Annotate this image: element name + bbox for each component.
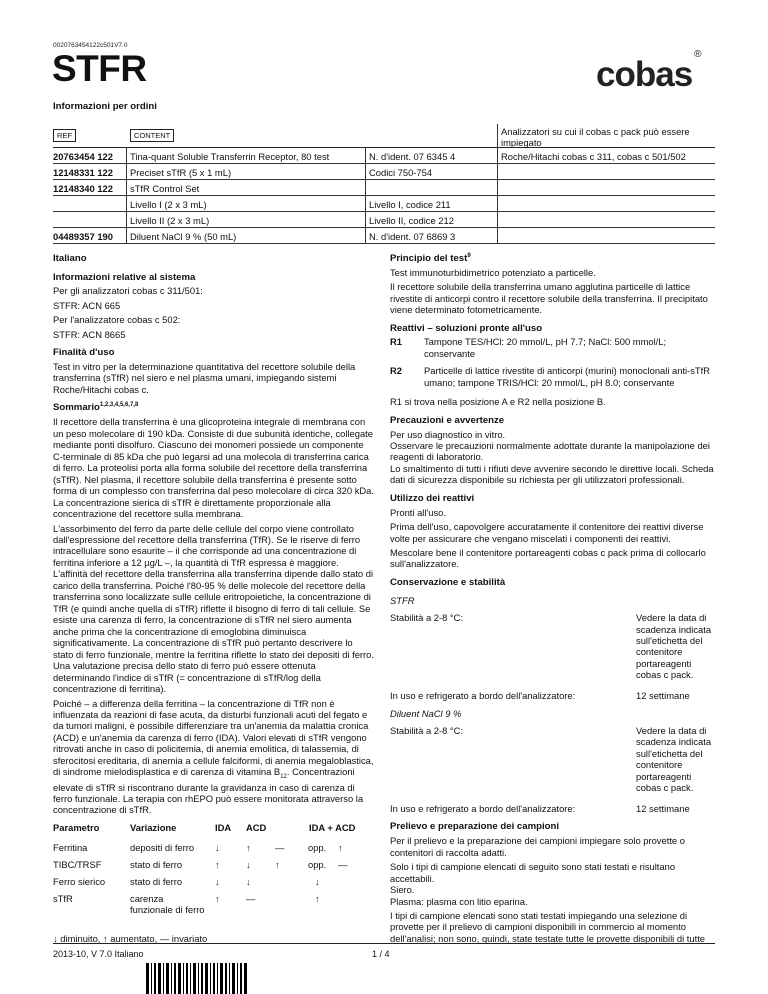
- table-row: In uso e refrigerato a bordo dell'analizzatore: 12 settimane: [390, 690, 690, 702]
- barcode-icon: [146, 963, 248, 994]
- storage-subheading: Diluent NaCl 9 %: [390, 707, 462, 719]
- table-row: [53, 180, 715, 196]
- parameter-table: [53, 822, 374, 919]
- storage-heading: Conservazione e stabilità: [390, 576, 506, 588]
- content-cell: Tina-quant Soluble Transferrin Receptor, 80 test: [130, 151, 330, 162]
- footer-version: 2013-10, V 7.0 Italiano: [53, 949, 144, 959]
- sampling-text: Per il prelievo e la preparazione dei campioni impiegare solo provette o contenitori di raccolta adatti.: [390, 835, 685, 858]
- reagents-heading: Reattivi – soluzioni pronte all'uso: [390, 322, 543, 334]
- purpose-text: Test in vitro per la determinazione quantitativa del recettore solubile della transferrina (sTfR) nel siero e nel plasma umani, impiegando sistemi Roche/Hitachi cobas c.: [53, 360, 356, 395]
- order-table: [53, 124, 715, 244]
- principle-text: Il recettore solubile della transferrina umano agglutina particelle di lattice rivestite di anticorpi contro il recettore solubile della transferrina. Il precipitato viene determinato fotometricamente.: [390, 281, 708, 316]
- table-legend: ↓ diminuito, ↑ aumentato, — invariato: [53, 932, 208, 944]
- table-row: Ferritina depositi di ferro ↓ ↑ — opp. ↑: [53, 841, 343, 853]
- code-cell: Codici 750-754: [369, 167, 433, 178]
- sampling-text: Siero.: [390, 884, 415, 896]
- sampling-text: Plasma: plasma con litio eparina.: [390, 895, 528, 907]
- table-row: [53, 212, 715, 228]
- use-text: Mescolare bene il contenitore portareagenti cobas c pack prima di collocarlo sull'analizzatore.: [390, 546, 706, 570]
- summary-paragraph: Il recettore della transferrina è una glicoproteina integrale di membrana con un peso molecolare di 190 kDa. Consiste di due subunità identiche, collegate mediante ponti disolfuro. Ciascuno dei monomeri possiede un componente C-terminale di 85 kDa che può legarsi ad una molecola di transferrina carica di ferro. La proteolisi porta alla forma solubile del recettore della transferrina (sTfR). Nel plasma, il recettore solubile della transferrina è presente sotto forma di un complesso con transferrina dal peso molecolare di circa 320 kDa. La concentrazione sierica di sTfR è direttamente proporzionale alla concentrazione del recettore sulla membrana.: [53, 416, 374, 520]
- reagents-table: [390, 336, 716, 388]
- principle-text: Test immunoturbidimetrico potenziato a particelle.: [390, 266, 596, 278]
- table-row: [53, 228, 715, 244]
- sampling-text: Solo i tipi di campione elencati di seguito sono stati testati e risultano accettabili.: [390, 861, 676, 884]
- content-box: CONTENT: [130, 129, 174, 142]
- code-cell: N. d'ident. 07 6869 3: [369, 231, 456, 242]
- order-table-header: [53, 124, 715, 148]
- cobas-logo: cobas®: [596, 49, 701, 94]
- precautions-text: Osservare le precauzioni normalmente adottate durante la manipolazione dei reagenti di laboratorio.: [390, 439, 710, 463]
- parameter-table-header: Parametro Variazione IDA ACD IDA + ACD: [53, 821, 356, 833]
- page-number: 1 / 4: [372, 949, 390, 959]
- table-row: [53, 164, 715, 180]
- precautions-heading: Precauzioni e avvertenze: [390, 414, 505, 426]
- content-cell: Preciset sTfR (5 x 1 mL): [130, 167, 232, 178]
- reagents-position: R1 si trova nella posizione A e R2 nella posizione B.: [390, 396, 606, 408]
- code-cell: Livello I, codice 211: [369, 199, 451, 210]
- table-row: sTfR carenza funzionale di ferro ↑ — ↑: [53, 892, 320, 915]
- ref-cell: 20763454 122: [53, 151, 113, 162]
- page-title: STFR: [52, 48, 147, 89]
- system-info-heading: Informazioni relative al sistema: [53, 271, 196, 283]
- table-row: Stabilità a 2-8 °C: Vedere la data di scadenza indicata sull'etichetta del contenitore portareagenti cobas c pack.: [390, 725, 712, 794]
- sampling-heading: Prelievo e preparazione dei campioni: [390, 821, 560, 833]
- system-info-line: STFR: ACN 8665: [53, 328, 126, 340]
- table-row: TIBC/TRSF stato di ferro ↑ ↓ ↑ opp. —: [53, 858, 348, 870]
- code-cell: Livello II, codice 212: [369, 215, 454, 226]
- system-info-line: Per gli analizzatori cobas c 311/501:: [53, 285, 203, 297]
- content-cell: Diluent NaCl 9 % (50 mL): [130, 231, 237, 242]
- ref-cell: 12148331 122: [53, 167, 113, 178]
- use-text: Pronti all'uso.: [390, 506, 446, 518]
- storage-subheading: STFR: [390, 594, 415, 606]
- content-cell: sTfR Control Set: [130, 183, 200, 194]
- right-column: [390, 253, 716, 947]
- analyzer-header: Analizzatori su cui il cobas c pack può essere impiegato: [501, 126, 690, 149]
- table-row: In uso e refrigerato a bordo dell'analizzatore: 12 settimane: [390, 803, 690, 815]
- content-cell: Livello I (2 x 3 mL): [130, 199, 207, 210]
- table-row: [53, 148, 715, 164]
- language-heading: Italiano: [53, 253, 87, 264]
- system-info-line: Per l'analizzatore cobas c 502:: [53, 314, 181, 326]
- left-column: [53, 253, 374, 947]
- document-code: 0020763454122c501V7.0: [53, 42, 128, 49]
- table-row: [53, 196, 715, 212]
- footer-divider: [53, 943, 715, 944]
- purpose-heading: Finalità d'uso: [53, 347, 115, 359]
- summary-paragraph: L'assorbimento del ferro da parte delle cellule del corpo viene controllato dall'espressione del recettore della transferrina (TfR). Se le riserve di ferro intracellulare sono esaurite – il che corrisponde ad una concentrazione di ferritina inferiore a 12 µg/L –, la quantità di TfR espressa è maggiore. L'affinità del recettore della transferrina alla transferrina dipende dallo stato di carico della transferrina. Poiché l'80-95 % delle molecole del recettore della transferrina sono localizzate sulle cellule eritropoietiche, la concentrazione di TfR (e quindi anche quella di sTfR) riflette il bisogno di ferro di tali cellule. Se esiste una carenza di ferro, la concentrazione di sTfR nel siero aumenta anche prima che la concentrazione di emoglobina diminuisca significativamente. La concentrazione di sTfR può pertanto descrivere lo stato di ferro funzionale, mentre la ferritina riflette lo stato dei depositi di ferro. Una valutazione precisa dello stato di ferro può essere ottenuta determinando l'indice di sTfR (= concentrazione di sTfR/log della concentrazione di ferritina).: [53, 522, 374, 695]
- precautions-text: Per uso diagnostico in vitro.: [390, 428, 506, 440]
- stability-table: [390, 612, 716, 701]
- ref-cell: 04489357 190: [53, 231, 113, 242]
- use-heading: Utilizzo dei reattivi: [390, 492, 475, 504]
- principle-heading: Principio del test$^9$: [390, 253, 471, 265]
- summary-paragraph: Poiché – a differenza della ferritina – la concentrazione di TfR non è influenzata da reazioni di fase acuta, da disturbi funzionali acuti del fegato e da tumori maligni, è possibile differenziare tra un'anemia da malattia cronica (ACD) e un'anemia da carenza di ferro (IDA). Valori elevati di sTfR vengono ritrovati anche in caso di policitemia, di anemia emolitica, di talassemia, di sferocitosi ereditaria, di anemia a cellule falciformi, di anemia megaloblastica, di sindrome mielodisplastica e di carenza di vitamina $B_{12}$. Concentrazioni elevate di sTfR si riscontrano durante la gravidanza in caso di carenza di ferro funzionale. La terapia con rhEPO può essere monitorata attraverso la concentrazione di sTfR.: [53, 697, 374, 816]
- sampling-text: I tipi di campione elencati sono stati testati impiegando una selezione di provette per il prelievo di campioni disponibili in commercio al momento dell'analisi; non sono, quindi, state testate tutte le provette disponibili di tutte: [390, 910, 706, 944]
- ref-box: REF: [53, 129, 76, 142]
- precautions-text: Lo smaltimento di tutti i rifiuti deve avvenire secondo le direttive locali. Scheda dati di sicurezza disponibile su richiesta per gli utilizzatori professionali.: [390, 462, 714, 486]
- stability-table: [390, 725, 716, 814]
- reagent-row: R2 Particelle di lattice rivestite di anticorpi (murini) monoclonali anti-sTfR umano; tampone TRIS/HCl: 20 mmol/L, pH 8.0; conservante: [390, 365, 711, 388]
- reagent-row: R1 Tampone TES/HCl: 20 mmol/L, pH 7.7; NaCl: 500 mmol/L; conservante: [390, 336, 667, 359]
- summary-heading: Sommario$^{1,2,3,4,5,6,7,8}$: [53, 402, 139, 414]
- analyzer-cell: Roche/Hitachi cobas c 311, cobas c 501/502: [501, 151, 686, 162]
- content-cell: Livello II (2 x 3 mL): [130, 215, 210, 226]
- ref-cell: 12148340 122: [53, 183, 113, 194]
- use-text: Prima dell'uso, capovolgere accuratamente il contenitore dei reattivi diverse volte per assicurare che vengano miscelati i componenti dei reattivi.: [390, 521, 704, 544]
- code-cell: N. d'ident. 07 6345 4: [369, 151, 456, 162]
- table-row: Ferro sierico stato di ferro ↓ ↓ ↓: [53, 875, 320, 887]
- system-info-line: STFR: ACN 665: [53, 299, 121, 311]
- table-row: Stabilità a 2-8 °C: Vedere la data di scadenza indicata sull'etichetta del contenitore portareagenti cobas c pack.: [390, 612, 712, 681]
- order-info-heading: Informazioni per ordini: [53, 101, 157, 112]
